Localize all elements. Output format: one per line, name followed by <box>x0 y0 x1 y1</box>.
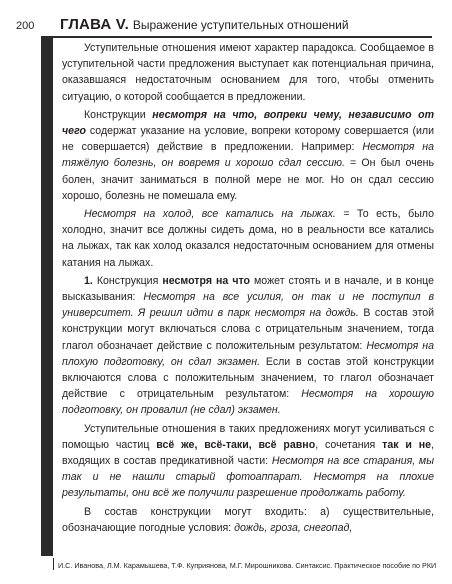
footer-rule <box>53 558 54 570</box>
text-run: Если в состав этой конструкции включаются слова с положительным значением, то глагол обозначает действие с отрицательным результатом: <box>62 355 434 401</box>
example-italic: Несмотря на плохую подготовку, он сдал экзамен. <box>62 339 434 368</box>
text-run: может стоять и в начале, и в конце высказывания: <box>62 274 435 304</box>
text-run: , сочетания <box>315 438 383 451</box>
bold-italic-term: несмотря на что, вопреки чему, независимо от чего <box>62 108 434 138</box>
paragraph-5 <box>62 421 434 502</box>
example-italic: Несмотря на все старания, мы так и не нашли старый фотоаппарат. Несмотря на плохие результаты, они всё же получили разрешение продолжать работу. <box>62 455 434 500</box>
text-run: Уступительные отношения в таких предложениях могут усиливаться с помощью частиц <box>62 422 434 451</box>
paragraph-1 <box>62 40 434 105</box>
example-italic: Несмотря на холод, все катались на лыжах. <box>84 208 336 221</box>
paragraph-3 <box>62 206 434 271</box>
side-bar <box>41 36 53 556</box>
text-run: Конструкции <box>84 108 153 121</box>
paragraph-6 <box>62 504 434 536</box>
list-number: 1. <box>84 274 93 287</box>
text-run: Конструкция <box>92 274 163 287</box>
footer-credits: И.С. Иванова, Л.М. Карамышева, Т.Ф. Куприянова, М.Г. Мирошникова. Синтаксис. Практическое пособие по РКИ <box>58 561 437 570</box>
page-number: 200 <box>16 20 35 32</box>
bold-term: несмотря на что <box>162 274 250 287</box>
text-run: В состав этой конструкции могут включаться слова с отрицательным значением, тогда глагол обозначает действие с положительным результатом: <box>62 307 435 352</box>
text-run: = Он был очень болен, значит заниматься в полной мере не мог. Но он сдал сессию хорошо, болезнь не помешала ему. <box>62 157 434 202</box>
text-run: = То есть, было холодно, значит все должны сидеть дома, но в реальности все катались на лыжах, так как холод оказался недостаточным основанием для отмены катания на лыжах. <box>62 208 435 269</box>
paragraph-4 <box>62 273 434 419</box>
paragraph-1-text: Уступительные отношения имеют характер парадокса. Сообщаемое в уступительной части предложения выступает как потенциальная причина, оказавшаяся недостаточным основанием для того, чтобы отменить ситуацию, о которой сообщается в предложении. <box>62 42 434 103</box>
chapter-label: ГЛАВА V. <box>60 16 129 33</box>
running-header <box>60 16 349 33</box>
example-italic: дождь, гроза, снегопад, <box>234 521 353 534</box>
text-run: В состав конструкции могут входить: а) существительные, обозначающие погодные условия: <box>62 505 434 534</box>
bold-term: всё же, всё-таки, всё равно <box>156 438 316 451</box>
text-run: , входящих в состав предикативной части: <box>62 438 435 468</box>
text-run: содержат указание на условие, вопреки которому совершается (или не совершается) действие в предложении. Например: <box>62 125 434 154</box>
example-italic: Несмотря на все усилия, он так и не поступил в университет. Я решил идти в парк несмотря на дождь. <box>62 291 434 320</box>
example-italic: Несмотря на тяжёлую болезнь, он вовремя и хорошо сдал сессию. <box>62 141 434 170</box>
chapter-topic: Выражение уступительных отношений <box>132 18 349 32</box>
paragraph-2 <box>62 107 434 204</box>
bold-term: так и не <box>382 438 432 451</box>
example-italic: Несмотря на хорошую подготовку, он провалил (не сдал) экзамен. <box>62 388 435 417</box>
body-text <box>62 40 434 536</box>
header-rule <box>53 36 432 38</box>
